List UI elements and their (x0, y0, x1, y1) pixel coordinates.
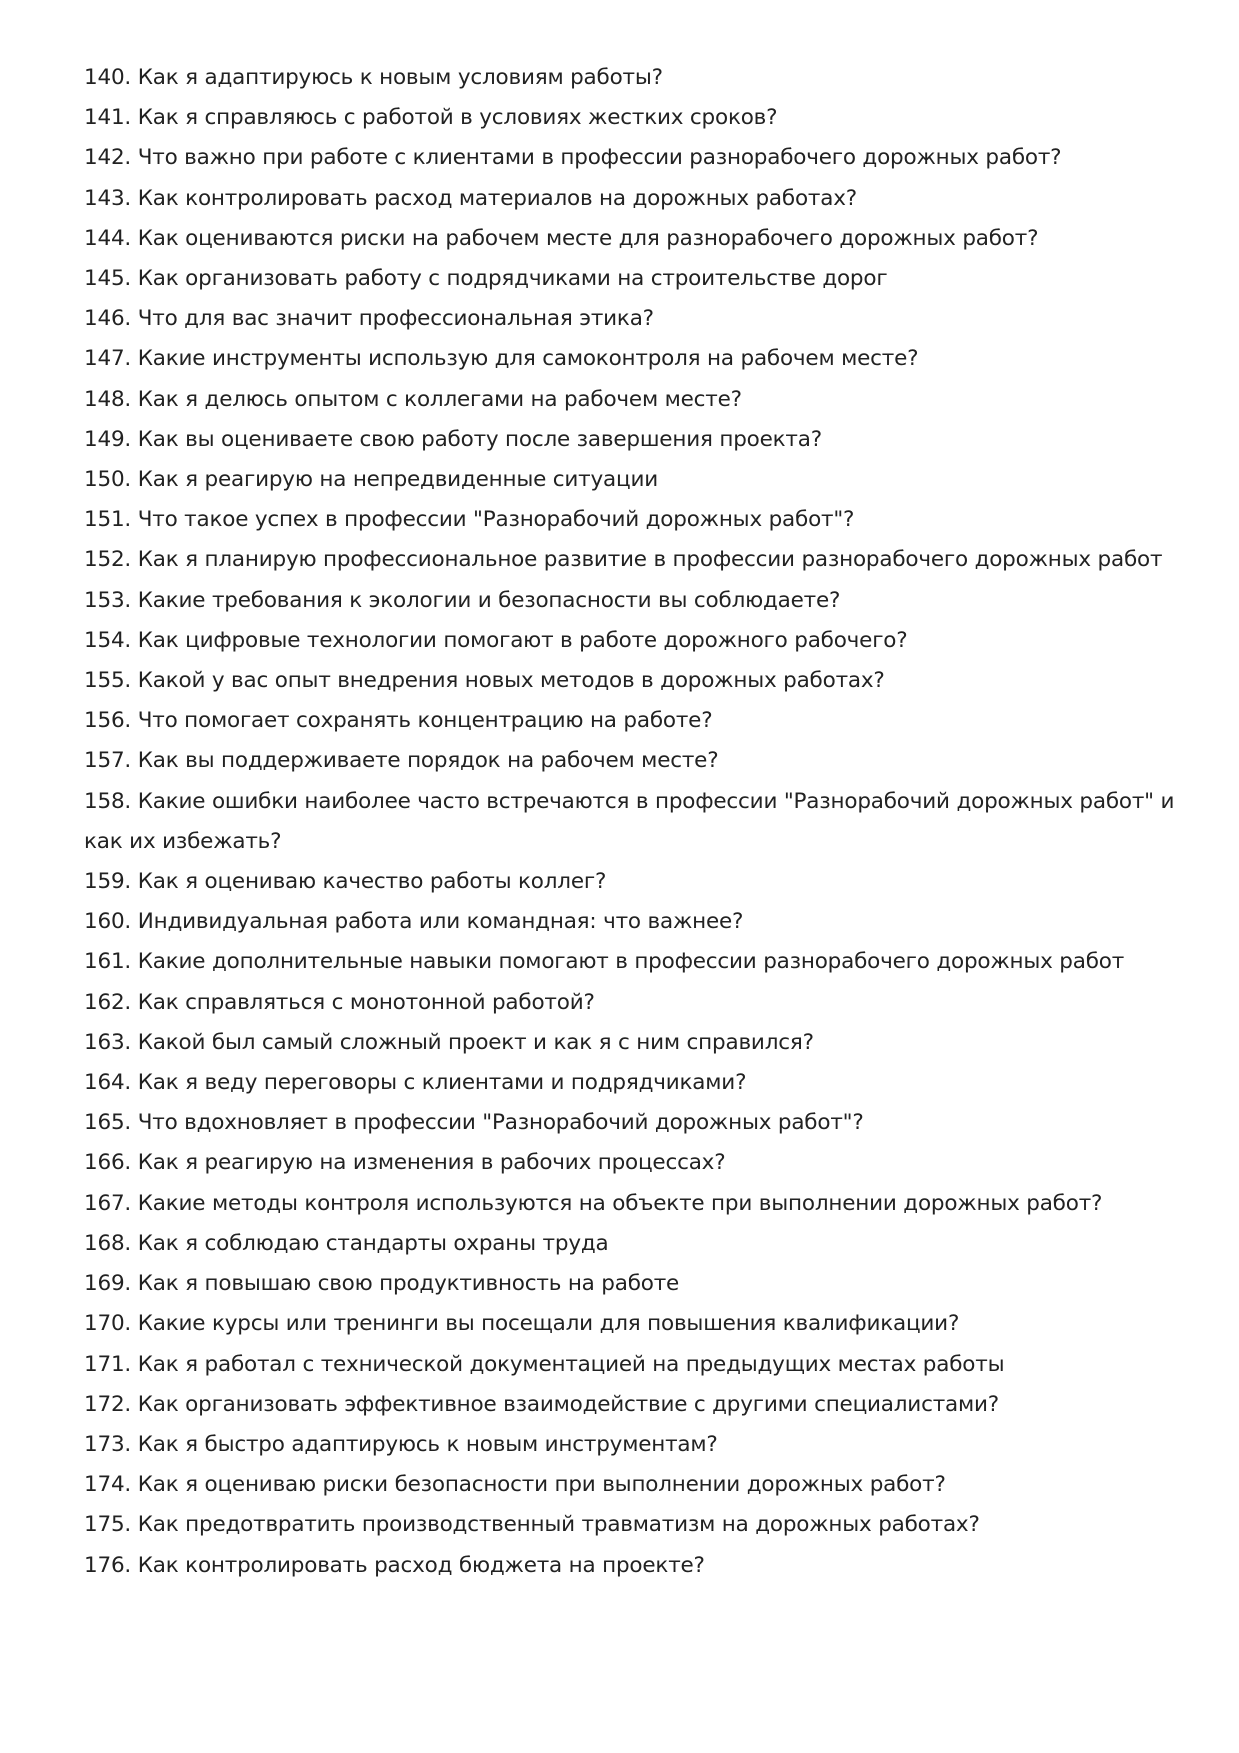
question-item: 163. Какой был самый сложный проект и как я с ним справился? (84, 1029, 814, 1055)
question-item: 157. Как вы поддерживаете порядок на рабочем месте? (84, 748, 719, 774)
question-item: 148. Как я делюсь опытом с коллегами на рабочем месте? (84, 386, 742, 412)
question-item: 161. Какие дополнительные навыки помогают в профессии разнорабочего дорожных работ (84, 949, 1125, 975)
question-item: 171. Как я работал с технической документацией на предыдущих местах работы (84, 1351, 1005, 1377)
question-item: 176. Как контролировать расход бюджета на проекте? (84, 1552, 705, 1578)
question-item: 164. Как я веду переговоры с клиентами и подрядчиками? (84, 1070, 747, 1096)
question-item: 160. Индивидуальная работа или командная: что важнее? (84, 909, 744, 935)
question-item: 141. Как я справляюсь с работой в условиях жестких сроков? (84, 105, 778, 131)
question-item: 150. Как я реагирую на непредвиденные ситуации (84, 467, 658, 493)
question-item: 143. Как контролировать расход материалов на дорожных работах? (84, 185, 857, 211)
question-item: 173. Как я быстро адаптируюсь к новым инструментам? (84, 1431, 718, 1457)
question-item: 154. Как цифровые технологии помогают в работе дорожного рабочего? (84, 627, 908, 653)
question-item: 175. Как предотвратить производственный травматизм на дорожных работах? (84, 1512, 980, 1538)
question-item: 174. Как я оцениваю риски безопасности при выполнении дорожных работ? (84, 1472, 946, 1498)
question-item: 172. Как организовать эффективное взаимодействие с другими специалистами? (84, 1391, 1000, 1417)
question-item: 159. Как я оцениваю качество работы коллег? (84, 869, 607, 895)
question-item: 151. Что такое успех в профессии "Разнорабочий дорожных работ"? (84, 507, 855, 533)
question-item: 167. Какие методы контроля используются на объекте при выполнении дорожных работ? (84, 1190, 1103, 1216)
question-item: 165. Что вдохновляет в профессии "Разнорабочий дорожных работ"? (84, 1110, 864, 1136)
question-item: 170. Какие курсы или тренинги вы посещали для повышения квалификации? (84, 1311, 960, 1337)
question-item: 149. Как вы оцениваете свою работу после завершения проекта? (84, 426, 822, 452)
question-item: 155. Какой у вас опыт внедрения новых методов в дорожных работах? (84, 668, 885, 694)
question-item: 147. Какие инструменты использую для самоконтроля на рабочем месте? (84, 346, 919, 372)
question-item: 168. Как я соблюдаю стандарты охраны труда (84, 1230, 609, 1256)
question-item: 140. Как я адаптируюсь к новым условиям работы? (84, 65, 663, 90)
question-item: 145. Как организовать работу с подрядчиками на строительстве дорог (84, 266, 888, 292)
question-item: 152. Как я планирую профессиональное развитие в профессии разнорабочего дорожных работ (84, 547, 1163, 573)
question-list (84, 58, 1179, 1586)
question-item: 142. Что важно при работе с клиентами в профессии разнорабочего дорожных работ? (84, 145, 1062, 171)
question-item: 162. Как справляться с монотонной работой? (84, 989, 595, 1015)
question-item: 158. Какие ошибки наиболее часто встречаются в профессии "Разнорабочий дорожных работ" и как их избежать? (84, 788, 1175, 854)
question-item: 153. Какие требования к экологии и безопасности вы соблюдаете? (84, 587, 841, 613)
question-item: 169. Как я повышаю свою продуктивность на работе (84, 1271, 680, 1297)
question-item: 156. Что помогает сохранять концентрацию на работе? (84, 708, 713, 734)
question-item: 146. Что для вас значит профессиональная этика? (84, 306, 654, 332)
question-item: 166. Как я реагирую на изменения в рабочих процессах? (84, 1150, 726, 1176)
question-item: 144. Как оцениваются риски на рабочем месте для разнорабочего дорожных работ? (84, 225, 1039, 251)
